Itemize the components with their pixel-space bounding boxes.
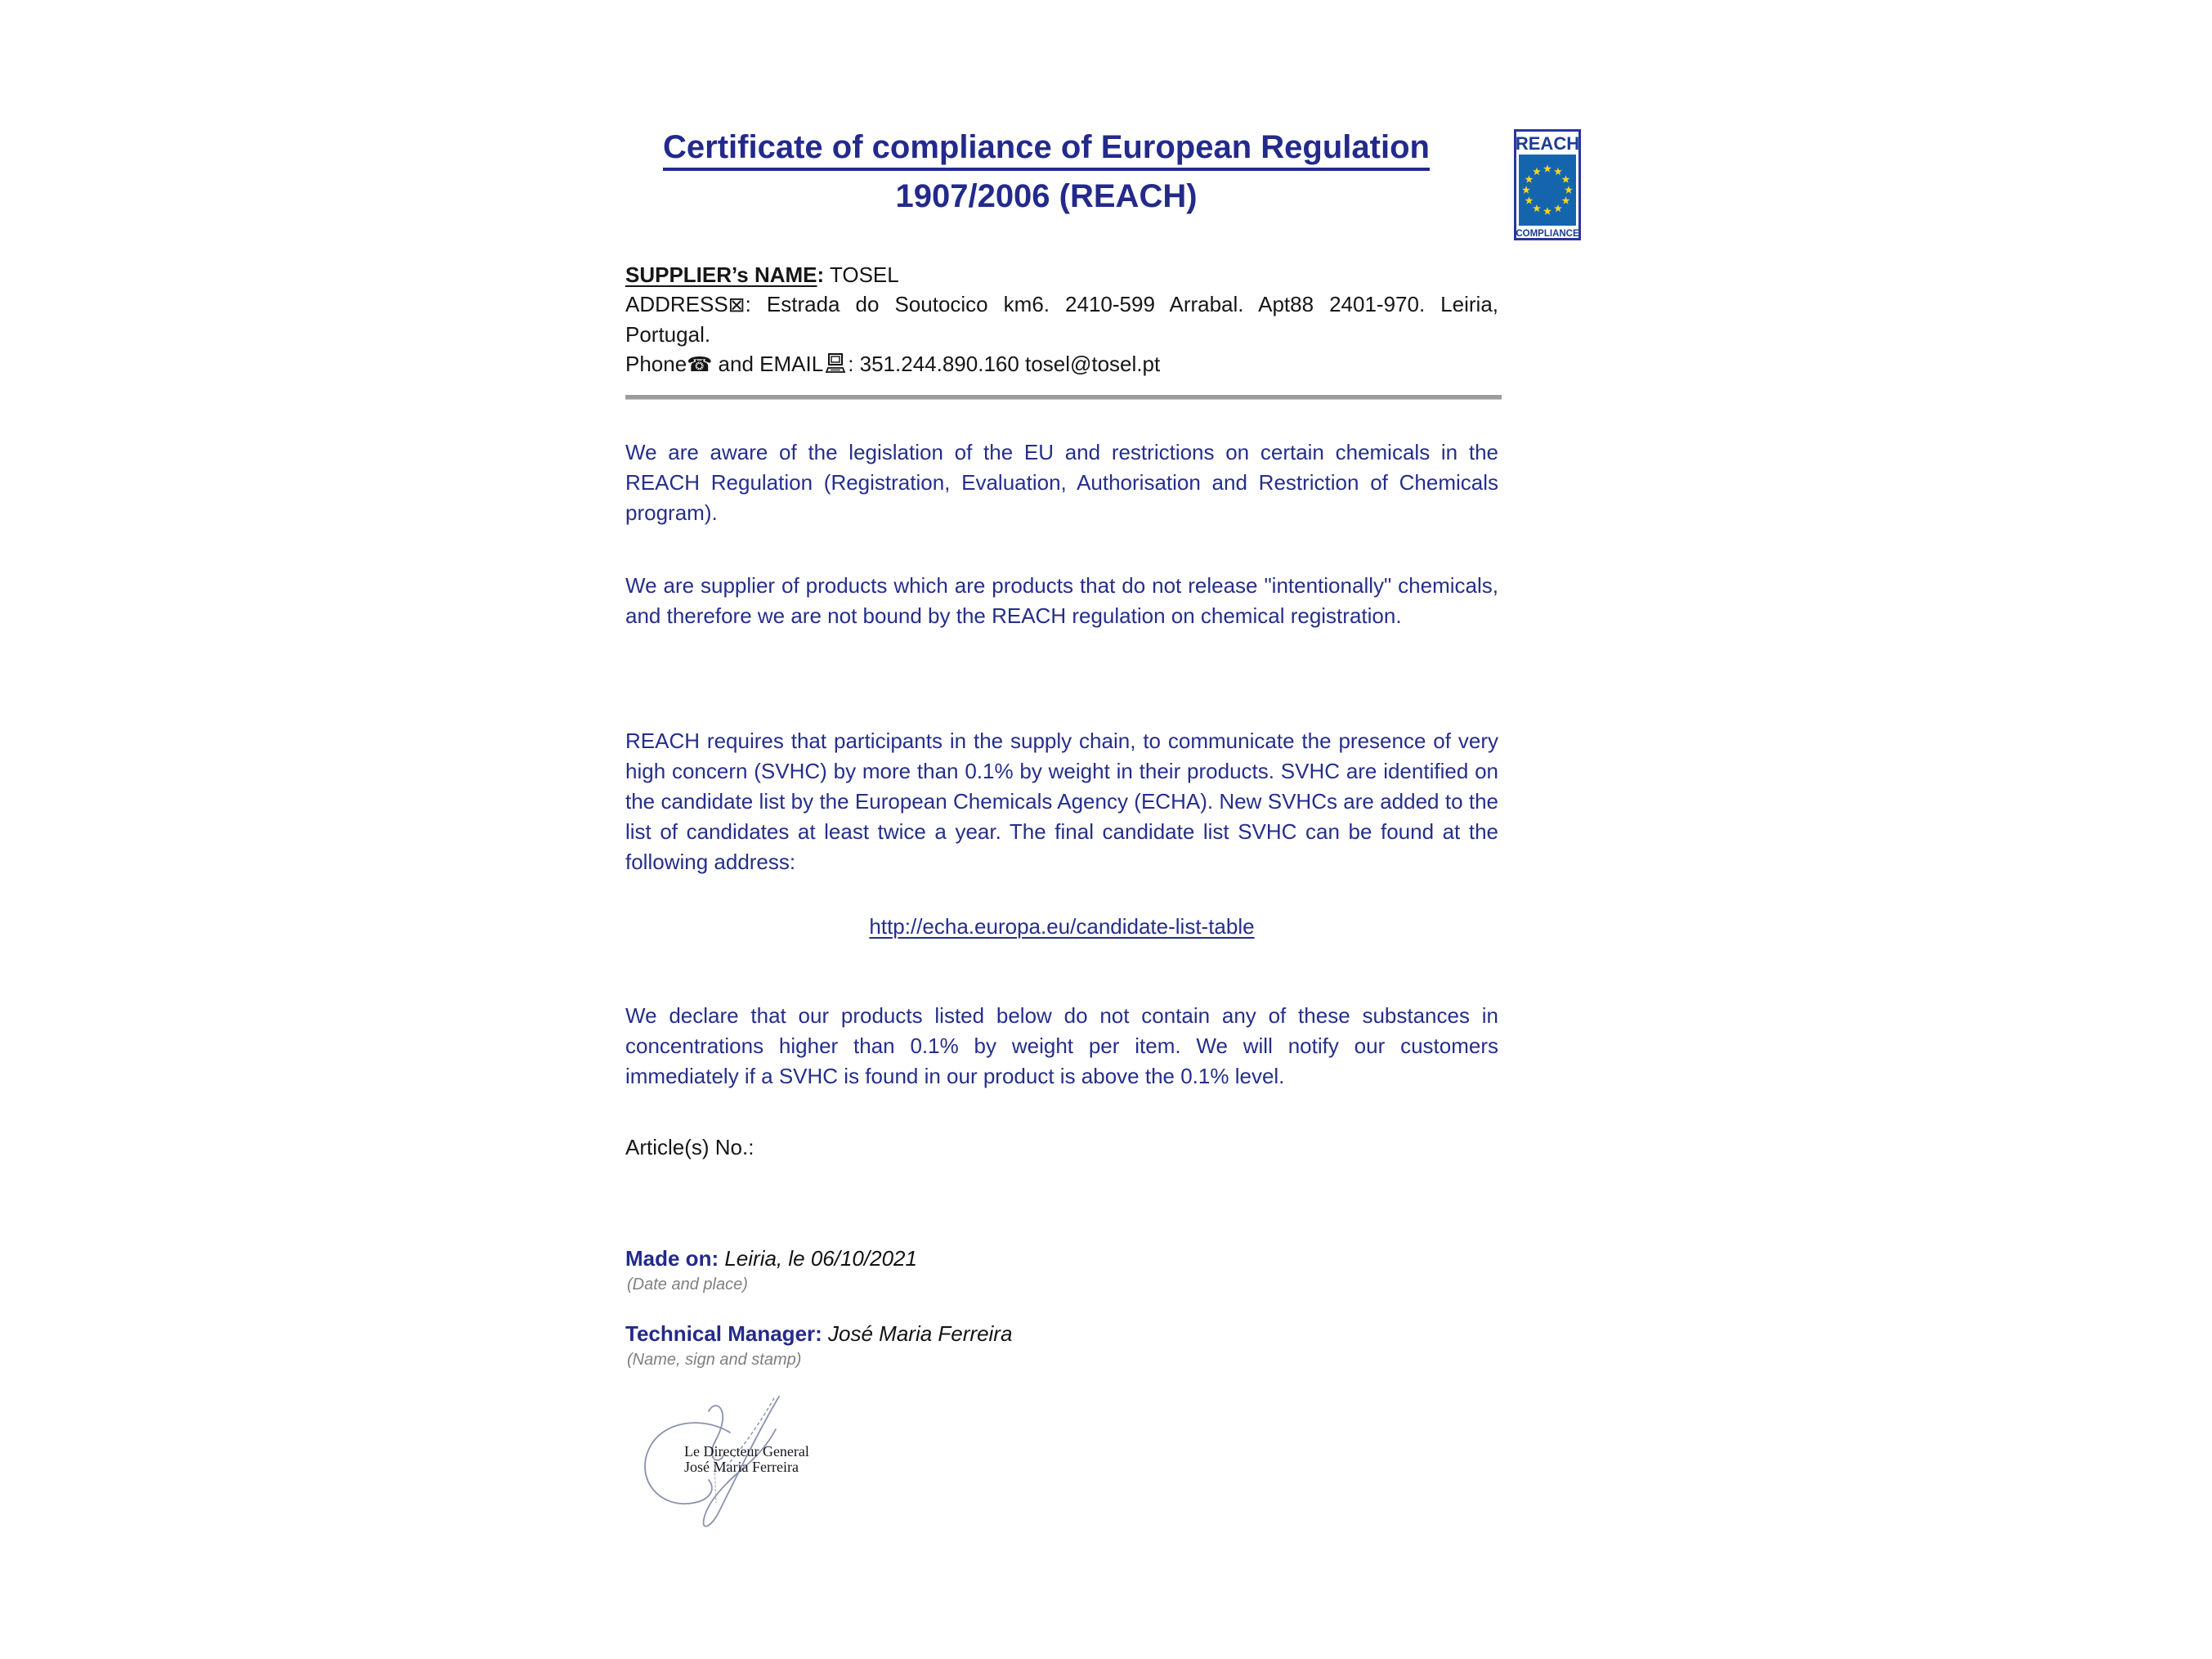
technical-manager-value: José Maria Ferreira [822,1321,1013,1346]
phone-icon: ☎ [687,352,713,376]
supplier-address-line: ADDRESS⊠: Estrada do Soutocico km6. 2410-599 Arrabal. Apt88 2401-970. Leiria, Portugal. [625,292,1498,347]
made-on-line [625,1246,917,1271]
supplier-contact-line: Phone☎ and EMAIL : 351.244.890.160 tosel@tosel.pt [625,352,1161,376]
document-title [625,123,1467,221]
stamp-text [684,1444,809,1475]
supplier-block [625,260,1498,379]
paragraph-svhc-requirements: REACH requires that participants in the supply chain, to communicate the presence of very high concern (SVHC) by more than 0.1% by weight in their products. SVHC are identified on the candidate list by the European Chemicals Agency (ECHA). New SVHCs are added to the list of candidates at least twice a year. The final candidate list SVHC can be found at the following address: [625,729,1498,874]
stamp-line-1: Le Directeur General [684,1443,809,1459]
supplier-name-label: SUPPLIER’s NAME [625,262,817,287]
compliance-logo-text: COMPLIANCE [1516,229,1579,239]
candidate-list-link-line [625,914,1498,939]
paragraph-declaration: We declare that our products listed below do not contain any of these substances in concentrations higher than 0.1% by weight per item. We will notify our customers immediately if a SVHC is found in our product is above the 0.1% level. [625,1003,1498,1088]
supplier-name-line: SUPPLIER’s NAME: TOSEL [625,262,899,287]
title-line-1: Certificate of compliance of European Regulation [625,123,1467,172]
reach-logo-text: REACH [1515,133,1580,154]
date-place-note: (Date and place) [627,1276,748,1294]
signature-area [624,1374,902,1570]
address-value: Estrada do Soutocico km6. 2410-599 Arrabal. Apt88 2401-970. Leiria, Portugal. [625,292,1498,347]
made-on-label: Made on: [625,1246,719,1271]
computer-icon [825,352,846,374]
name-sign-stamp-note: (Name, sign and stamp) [627,1351,802,1369]
paragraph-supplier-status: We are supplier of products which are products that do not release "intentionally" chemicals, and therefore we are not bound by the REACH regulation on chemical registration. [625,573,1498,628]
contact-value: : 351.244.890.160 tosel@tosel.pt [848,352,1161,376]
address-label: ADDRESS [625,292,728,316]
articles-no-label: Article(s) No.: [625,1135,754,1159]
phone-label: Phone [625,352,687,376]
envelope-icon: ⊠ [728,293,746,316]
paragraph-awareness: We are aware of the legislation of the EU and restrictions on certain chemicals in the REACH Regulation (Registration, Evaluation, Authorisation and Restriction of Chemicals program). [625,440,1498,525]
stamp-line-2: José Maria Ferreira [684,1459,799,1475]
section-divider [625,395,1502,400]
technical-manager-label: Technical Manager: [625,1321,822,1346]
technical-manager-line [625,1321,1012,1347]
supplier-name-value: TOSEL [824,262,899,287]
title-line-2: 1907/2006 (REACH) [895,178,1198,214]
made-on-value: Leiria, le 06/10/2021 [719,1246,917,1271]
reach-compliance-logo [1514,129,1581,240]
candidate-list-link[interactable]: http://echa.europa.eu/candidate-list-table [869,914,1255,939]
